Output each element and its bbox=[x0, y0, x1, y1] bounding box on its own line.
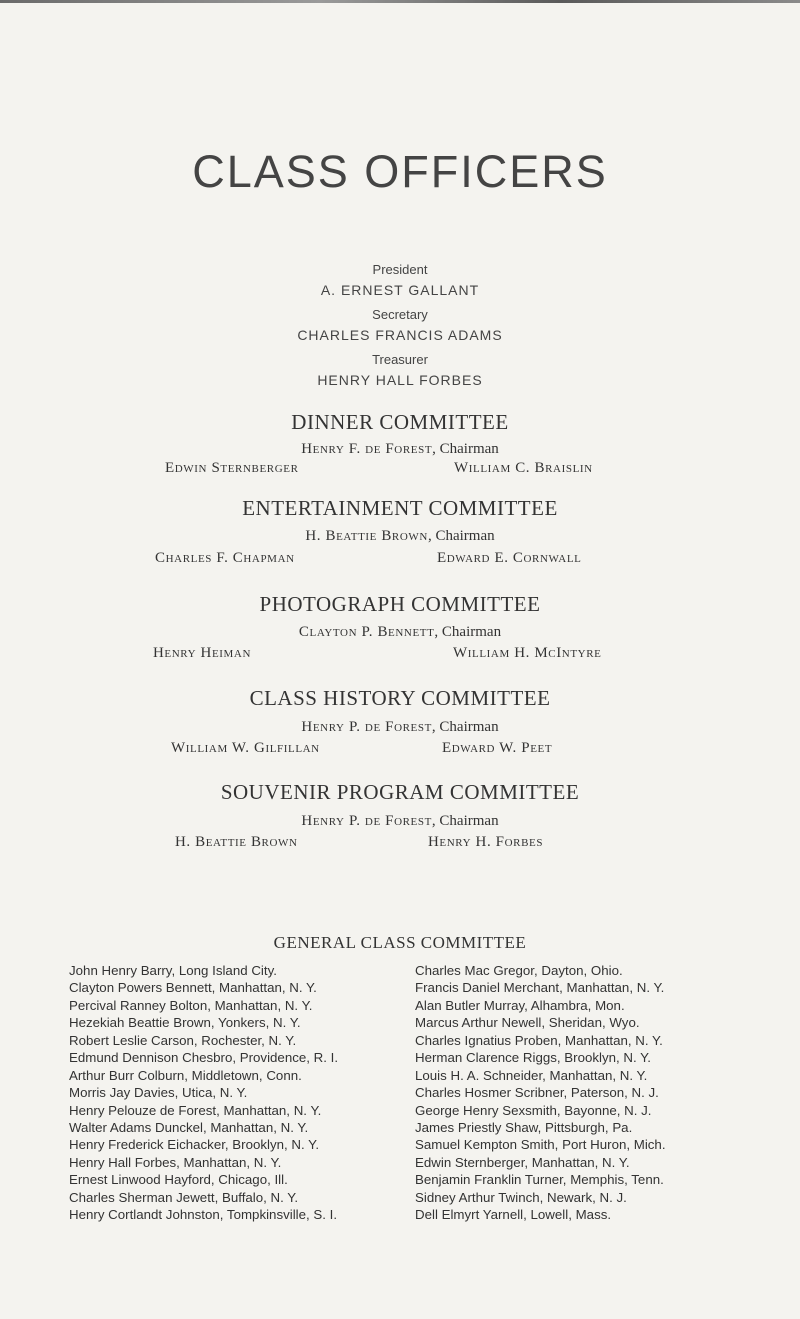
photograph-committee-chairman bbox=[0, 624, 800, 641]
list-item: Clayton Powers Bennett, Manhattan, N. Y. bbox=[69, 980, 317, 996]
list-item: Benjamin Franklin Turner, Memphis, Tenn. bbox=[415, 1172, 664, 1188]
list-item: Henry Cortlandt Johnston, Tompkinsville, S. I. bbox=[69, 1207, 338, 1223]
chairman-name: Henry P. de Forest bbox=[301, 719, 432, 735]
history-member-right: Edward W. Peet bbox=[442, 740, 553, 756]
history-member-left: William W. Gilfillan bbox=[171, 740, 320, 756]
president-role: President bbox=[372, 262, 428, 277]
list-item: Marcus Arthur Newell, Sheridan, Wyo. bbox=[415, 1015, 640, 1031]
chairman-name: Henry F. de Forest bbox=[301, 441, 433, 457]
list-item: Charles Sherman Jewett, Buffalo, N. Y. bbox=[69, 1189, 299, 1205]
entertainment-member-right: Edward E. Cornwall bbox=[437, 550, 582, 566]
chairman-suffix: , Chairman bbox=[431, 813, 499, 829]
souvenir-committee-heading: SOUVENIR PROGRAM COMMITTEE bbox=[220, 780, 580, 804]
history-committee-chairman bbox=[0, 719, 800, 736]
photograph-member-left: Henry Heiman bbox=[153, 645, 252, 661]
list-item: Morris Jay Davies, Utica, N. Y. bbox=[69, 1085, 248, 1101]
list-item: Louis H. A. Schneider, Manhattan, N. Y. bbox=[415, 1067, 648, 1083]
entertainment-committee-chairman bbox=[0, 528, 800, 545]
dinner-committee-chairman bbox=[0, 441, 800, 458]
chairman-suffix: , Chairman bbox=[427, 528, 495, 544]
list-item: Edwin Sternberger, Manhattan, N. Y. bbox=[415, 1154, 630, 1170]
chairman-suffix: , Chairman bbox=[432, 441, 499, 457]
photograph-committee-heading: PHOTOGRAPH COMMITTEE bbox=[259, 592, 541, 616]
president-name: A. ERNEST GALLANT bbox=[320, 282, 480, 298]
souvenir-member-left: H. Beattie Brown bbox=[175, 834, 298, 850]
list-item: Samuel Kempton Smith, Port Huron, Mich. bbox=[415, 1137, 666, 1153]
list-item: John Henry Barry, Long Island City. bbox=[69, 963, 277, 978]
page-title: CLASS OFFICERS bbox=[192, 146, 608, 197]
general-committee-heading: GENERAL CLASS COMMITTEE bbox=[273, 933, 527, 952]
secretary-name: CHARLES FRANCIS ADAMS bbox=[297, 327, 503, 343]
list-item: Henry Hall Forbes, Manhattan, N. Y. bbox=[69, 1154, 282, 1170]
list-item: Charles Hosmer Scribner, Paterson, N. J. bbox=[415, 1085, 659, 1101]
souvenir-committee-chairman bbox=[0, 813, 800, 830]
general-committee-left-column bbox=[69, 962, 338, 1224]
list-item: Henry Frederick Eichacker, Brooklyn, N. Y. bbox=[69, 1137, 320, 1153]
list-item: Walter Adams Dunckel, Manhattan, N. Y. bbox=[69, 1119, 309, 1135]
list-item: Sidney Arthur Twinch, Newark, N. J. bbox=[415, 1189, 627, 1205]
general-committee-right-column bbox=[415, 962, 666, 1224]
list-item: Edmund Dennison Chesbro, Providence, R. I. bbox=[69, 1050, 339, 1066]
list-item: George Henry Sexsmith, Bayonne, N. J. bbox=[415, 1102, 652, 1118]
treasurer-name: HENRY HALL FORBES bbox=[317, 372, 483, 388]
list-item: Francis Daniel Merchant, Manhattan, N. Y. bbox=[415, 980, 665, 996]
list-item: Percival Ranney Bolton, Manhattan, N. Y. bbox=[69, 997, 313, 1013]
chairman-name: Clayton P. Bennett bbox=[298, 624, 435, 640]
list-item: Robert Leslie Carson, Rochester, N. Y. bbox=[69, 1032, 297, 1048]
list-item: James Priestly Shaw, Pittsburgh, Pa. bbox=[415, 1119, 633, 1135]
list-item: Hezekiah Beattie Brown, Yonkers, N. Y. bbox=[69, 1015, 301, 1031]
history-committee-heading: CLASS HISTORY COMMITTEE bbox=[249, 686, 551, 710]
chairman-name: H. Beattie Brown bbox=[305, 528, 428, 544]
dinner-member-right: William C. Braislin bbox=[454, 460, 593, 476]
list-item: Charles Ignatius Proben, Manhattan, N. Y. bbox=[415, 1032, 663, 1048]
treasurer-role: Treasurer bbox=[372, 352, 428, 367]
dinner-member-left: Edwin Sternberger bbox=[165, 460, 299, 476]
list-item: Charles Mac Gregor, Dayton, Ohio. bbox=[415, 963, 623, 978]
chairman-name: Henry P. de Forest bbox=[301, 813, 432, 829]
list-item: Alan Butler Murray, Alhambra, Mon. bbox=[415, 997, 625, 1013]
entertainment-committee-heading: ENTERTAINMENT COMMITTEE bbox=[242, 496, 558, 520]
list-item: Dell Elmyrt Yarnell, Lowell, Mass. bbox=[415, 1207, 612, 1223]
entertainment-member-left: Charles F. Chapman bbox=[155, 550, 295, 566]
list-item: Herman Clarence Riggs, Brooklyn, N. Y. bbox=[415, 1050, 651, 1066]
list-item: Henry Pelouze de Forest, Manhattan, N. Y. bbox=[69, 1102, 322, 1118]
dinner-committee-heading: DINNER COMMITTEE bbox=[291, 410, 509, 434]
souvenir-member-right: Henry H. Forbes bbox=[428, 834, 544, 850]
chairman-suffix: , Chairman bbox=[434, 624, 502, 640]
top-edge-rule bbox=[0, 0, 800, 3]
secretary-role: Secretary bbox=[372, 307, 428, 322]
list-item: Arthur Burr Colburn, Middletown, Conn. bbox=[69, 1067, 302, 1083]
chairman-suffix: , Chairman bbox=[431, 719, 499, 735]
photograph-member-right: William H. McIntyre bbox=[453, 645, 602, 661]
list-item: Ernest Linwood Hayford, Chicago, Ill. bbox=[69, 1172, 288, 1188]
